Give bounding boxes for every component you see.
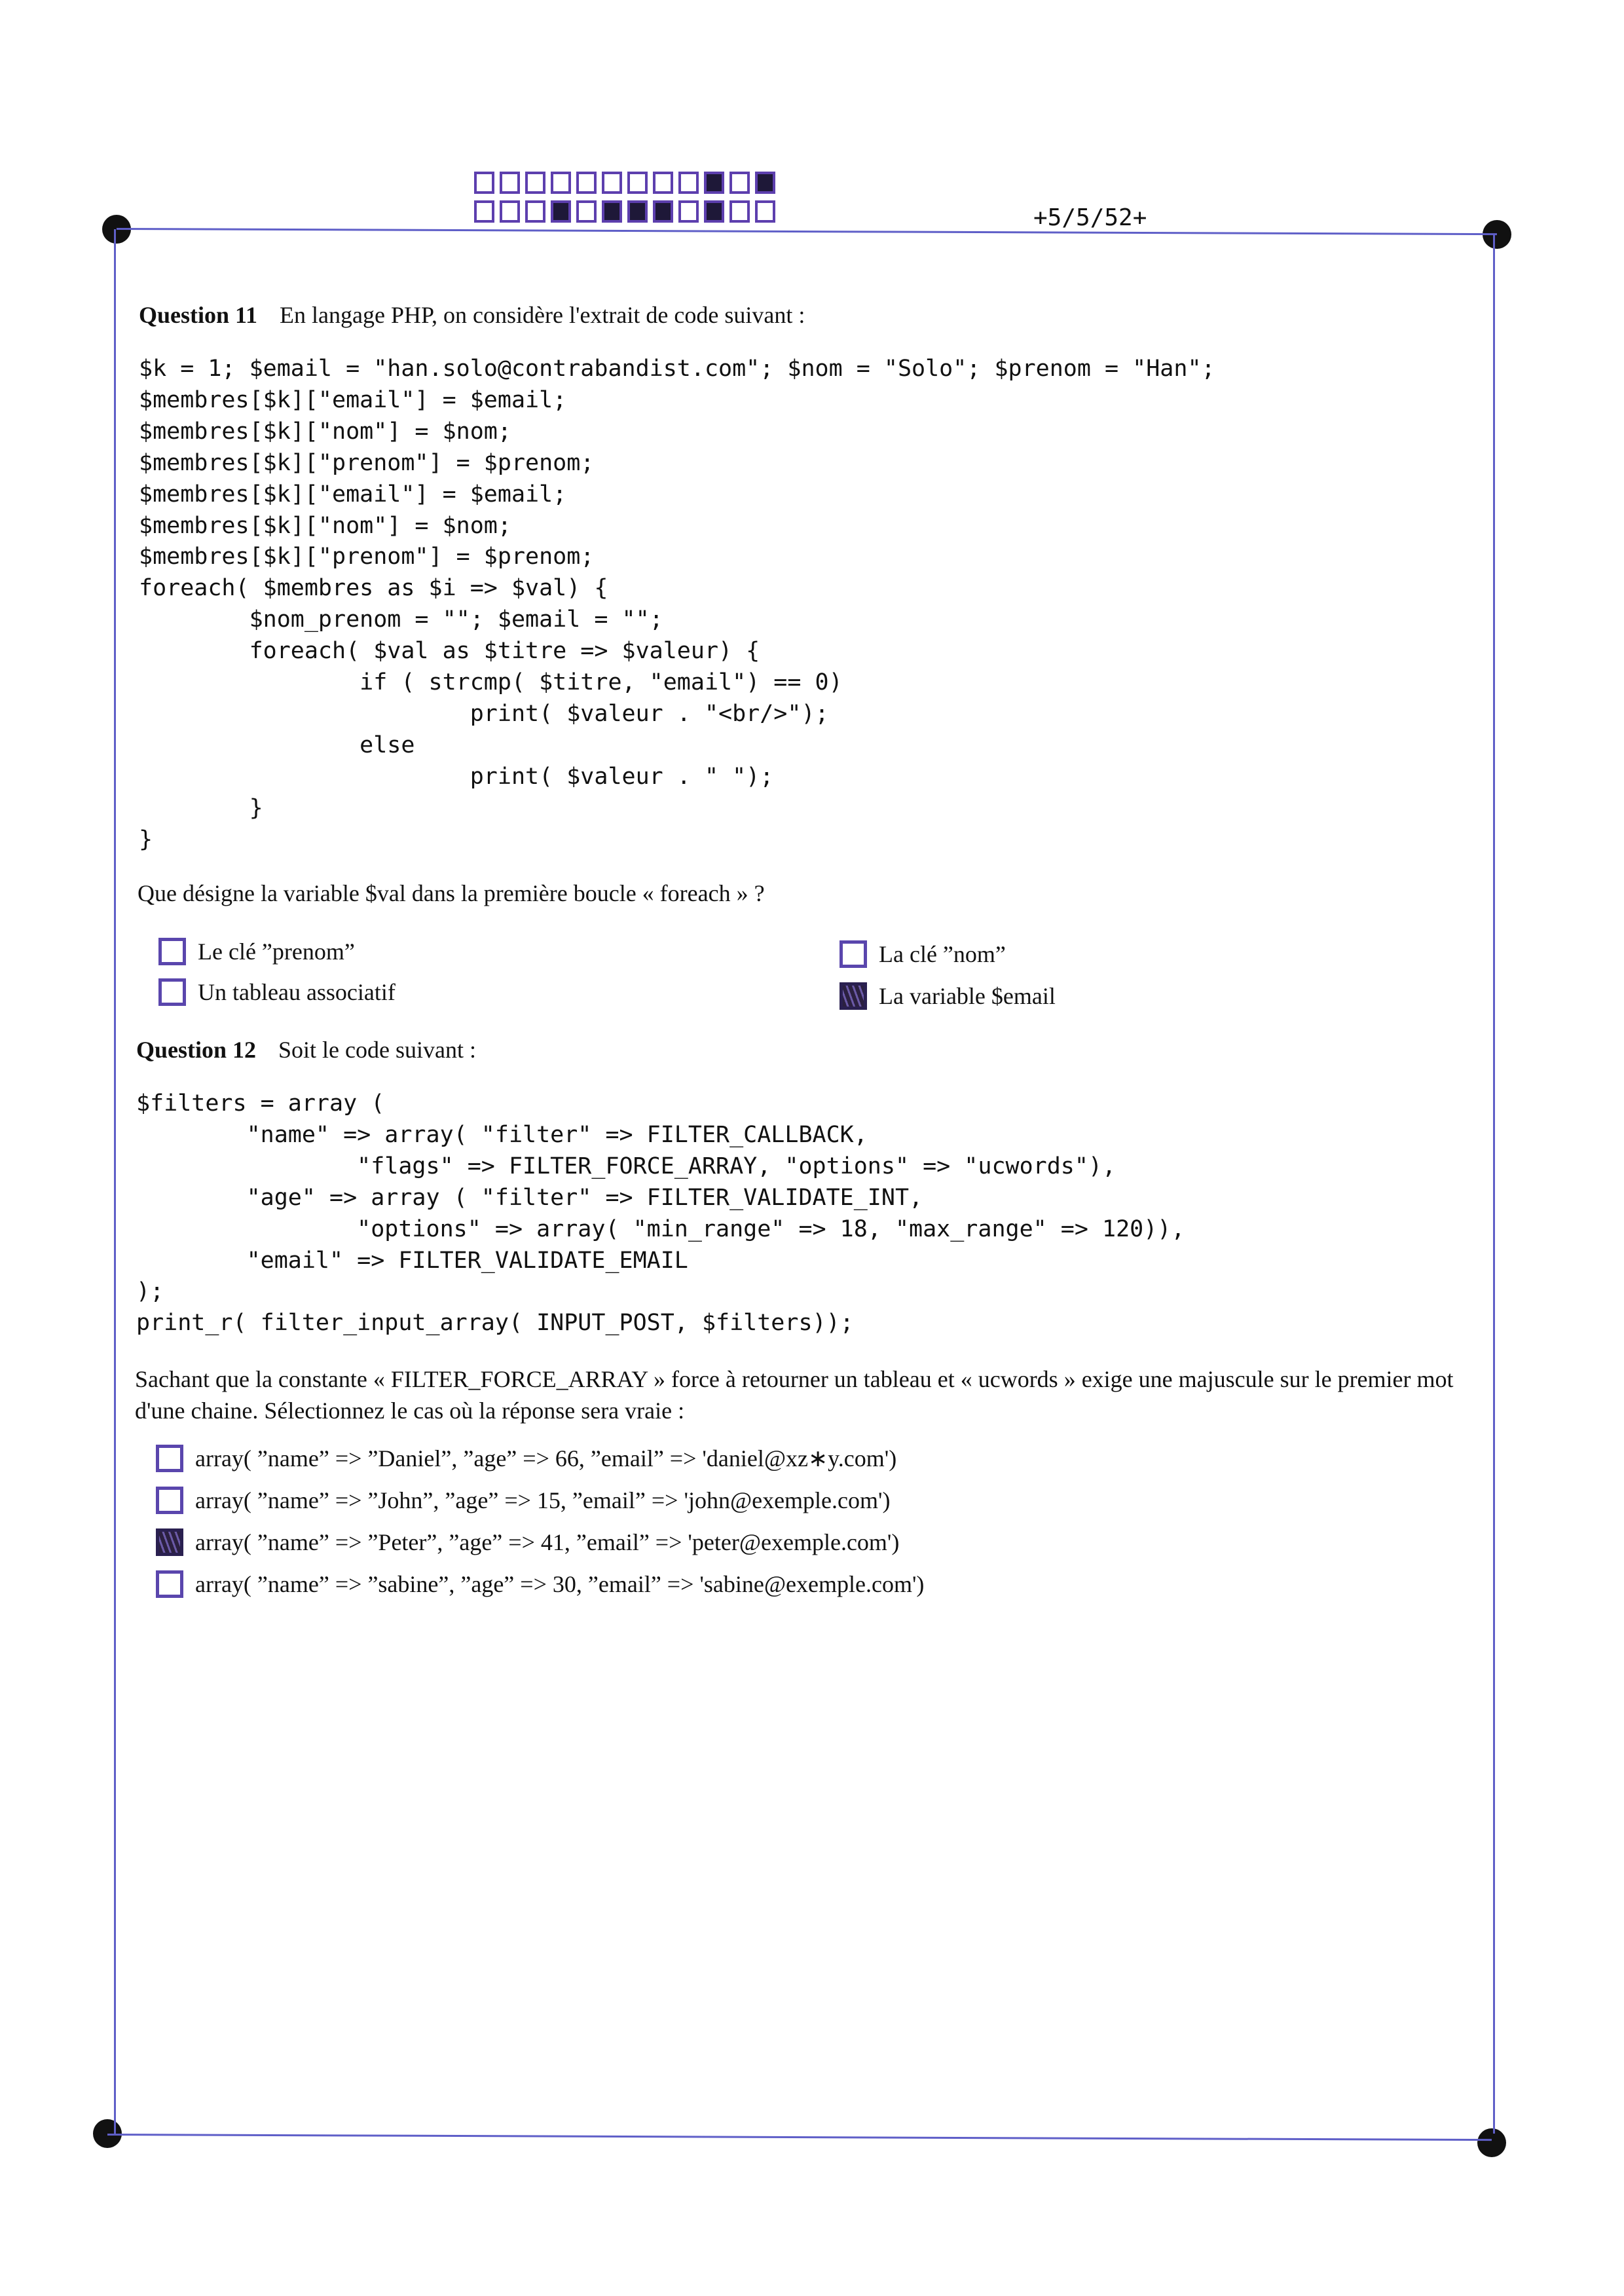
code-cell-filled — [551, 200, 571, 223]
code-cell — [627, 172, 648, 194]
option-label: Un tableau associatif — [198, 979, 396, 1005]
question-12-code: $filters = array ( "name" => array( "filter" => FILTER_CALLBACK, "flags" => FILTER_FORCE_ARRAY, "options" => "ucwords"), "age" => array ( "filter" => FILTER_VALIDATE_INT, "options" => array( "min_range" => 18, "max_range" => 120)), "email" => FILTER_VALIDATE_EMAIL ); print_r( filter_input_array( INPUT_POST, $filters)); — [136, 1090, 1185, 1337]
code-cell — [551, 172, 571, 194]
code-cell — [755, 200, 775, 223]
code-cell-filled — [704, 200, 724, 223]
checkbox[interactable] — [156, 1487, 183, 1514]
option-label: array( ”name” => ”John”, ”age” => 15, ”email” => 'john@exemple.com') — [195, 1487, 891, 1513]
code-cell — [576, 172, 597, 194]
checkbox[interactable] — [156, 1445, 183, 1472]
question-11-option-a[interactable] — [158, 938, 355, 965]
question-12-header — [136, 1036, 476, 1064]
question-11-question: Que désigne la variable $val dans la première boucle « foreach » ? — [138, 880, 765, 906]
code-cell — [474, 200, 494, 223]
top-code-row-2 — [474, 200, 775, 237]
code-cell — [678, 172, 699, 194]
question-11-option-c[interactable] — [158, 978, 396, 1006]
option-label: array( ”name” => ”Peter”, ”age” => 41, ”email” => 'peter@exemple.com') — [195, 1529, 900, 1555]
code-cell — [729, 172, 750, 194]
question-11-prompt: En langage PHP, on considère l'extrait de code suivant : — [280, 302, 805, 328]
code-cell — [653, 172, 673, 194]
code-cell — [500, 200, 520, 223]
question-12-label: Question 12 — [136, 1037, 257, 1063]
code-cell-filled — [653, 200, 673, 223]
checkbox[interactable] — [156, 1570, 183, 1598]
checkbox[interactable] — [158, 978, 186, 1006]
question-12-prompt: Soit le code suivant : — [278, 1037, 476, 1063]
code-cell-filled — [704, 172, 724, 194]
code-cell — [576, 200, 597, 223]
code-cell — [729, 200, 750, 223]
code-cell-filled — [755, 172, 775, 194]
question-11-label: Question 11 — [139, 302, 258, 328]
question-11-option-b[interactable] — [840, 940, 1006, 968]
code-cell-filled — [602, 200, 622, 223]
checkbox-checked[interactable] — [840, 982, 867, 1010]
question-11-option-d[interactable] — [840, 982, 1056, 1010]
code-cell-filled — [627, 200, 648, 223]
registration-mark-bottom-right — [1477, 2128, 1506, 2157]
question-12-question: Sachant que la constante « FILTER_FORCE_ARRAY » force à retourner un tableau et « ucwords » exige une majuscule sur le premier mot d'une chaine. Sélectionnez le cas où la réponse sera vraie : — [135, 1366, 1454, 1424]
frame-bottom — [107, 2134, 1492, 2141]
option-label: array( ”name” => ”Daniel”, ”age” => 66, ”email” => 'daniel@xz∗y.com') — [195, 1445, 897, 1472]
question-12-option-c[interactable] — [156, 1528, 899, 1556]
question-12-option-d[interactable] — [156, 1570, 924, 1598]
frame-right — [1493, 234, 1495, 2134]
page-identifier: +5/5/52+ — [1033, 204, 1147, 231]
option-label: Le clé ”prenom” — [198, 938, 355, 965]
code-cell — [525, 172, 545, 194]
checkbox[interactable] — [840, 940, 867, 968]
checkbox-checked[interactable] — [156, 1528, 183, 1556]
code-cell — [525, 200, 545, 223]
code-cell — [474, 172, 494, 194]
code-cell — [602, 172, 622, 194]
option-label: array( ”name” => ”sabine”, ”age” => 30, ”email” => 'sabine@exemple.com') — [195, 1571, 925, 1597]
question-12-option-a[interactable] — [156, 1445, 896, 1472]
code-cell — [500, 172, 520, 194]
option-label: La clé ”nom” — [879, 941, 1006, 967]
option-label: La variable $email — [879, 983, 1056, 1009]
frame-top — [117, 228, 1497, 235]
frame-left — [114, 229, 116, 2135]
question-11-code: $k = 1; $email = "han.solo@contrabandist.com"; $nom = "Solo"; $prenom = "Han"; $membres[$k]["email"] = $email; $membres[$k]["nom"] = $nom; $membres[$k]["prenom"] = $prenom; $membres[$k]["email"] = $email; $membres[$k]["nom"] = $nom; $membres[$k]["prenom"] = $prenom; foreach( $membres as $i => $val) { $nom_prenom = ""; $email = ""; foreach( $val as $titre => $valeur) { if ( strcmp( $titre, "email") == 0) print( $valeur . "<br/>"); else print( $valeur . " "); } } — [139, 356, 1215, 853]
question-12-option-b[interactable] — [156, 1487, 891, 1514]
checkbox[interactable] — [158, 938, 186, 965]
question-11-header — [139, 301, 805, 329]
code-cell — [678, 200, 699, 223]
